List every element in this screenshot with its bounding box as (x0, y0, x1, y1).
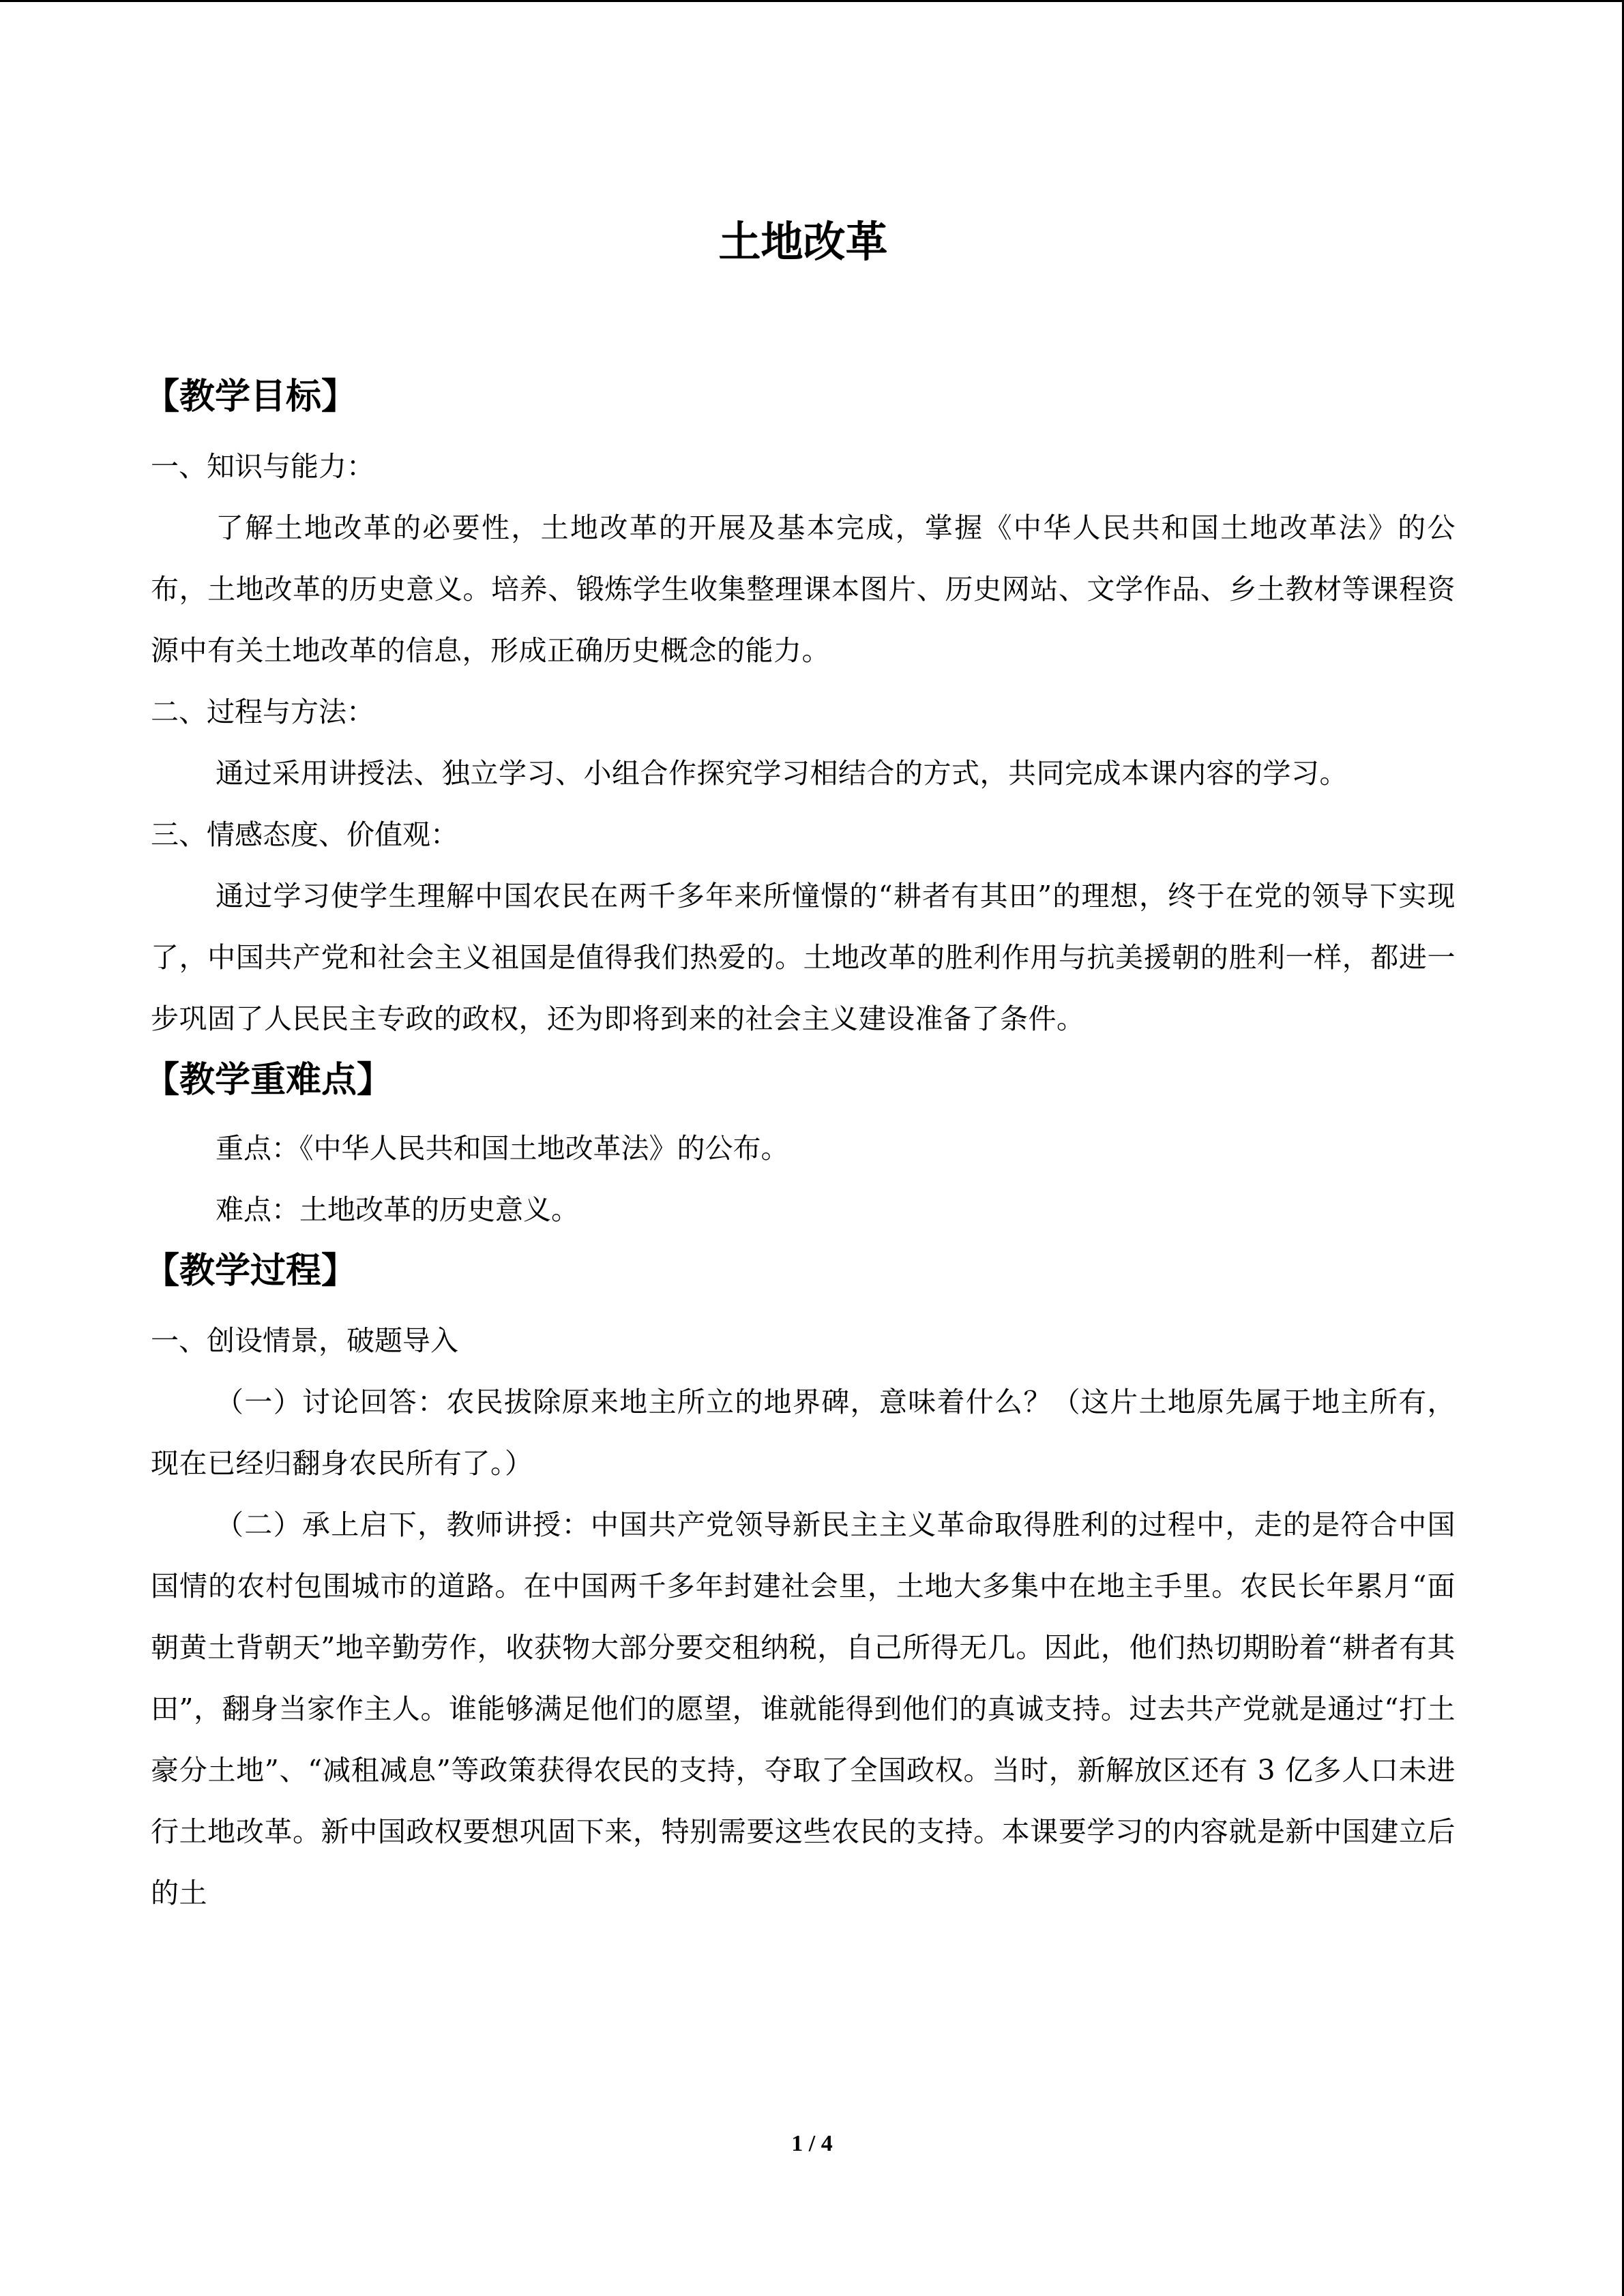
section-heading-process: 【教学过程】 (144, 1251, 357, 1292)
key-point: 重点：《中华人民共和国土地改革法》的公布。 (216, 1132, 789, 1165)
section-heading-objectives: 【教学目标】 (144, 376, 357, 417)
document-body (144, 208, 1456, 1924)
step1-lecture: （二）承上启下，教师讲授：中国共产党领导新民主主义革命取得胜利的过程中，走的是符合中国国情的农村包围城市的道路。在中国两千多年封建社会里，土地大多集中在地主手里。农民长年累月“面朝黄土背朝天”地辛勤劳作，收获物大部分要交租纳税，自己所得无几。因此，他们热切期盼着“耕者有其田”，翻身当家作主人。谁能够满足他们的愿望，谁就能得到他们的真诚支持。过去共产党就是通过“打土豪分土地”、“减租减息”等政策获得农民的支持，夺取了全国政权。当时，新解放区还有 3 亿多人口未进行土地改革。新中国政权要想巩固下来，特别需要这些农民的支持。本课要学习的内容就是新中国建立后的土 (151, 1508, 1456, 1909)
values-label: 三、情感态度、价值观： (151, 818, 458, 851)
process-method-text: 通过采用讲授法、独立学习、小组合作探究学习相结合的方式，共同完成本课内容的学习。 (216, 757, 1348, 790)
step1-discussion: （一）讨论回答：农民拔除原来地主所立的地界碑，意味着什么？（这片土地原先属于地主所有，现在已经归翻身农民所有了。） (151, 1386, 1456, 1480)
page-number: 1 / 4 (791, 2131, 833, 2156)
knowledge-ability-text: 了解土地改革的必要性，土地改革的开展及基本完成，掌握《中华人民共和国土地改革法》的公布，土地改革的历史意义。培养、锻炼学生收集整理课本图片、历史网站、文学作品、乡土教材等课程资源中有关土地改革的信息，形成正确历史概念的能力。 (151, 511, 1456, 667)
section-heading-key-points: 【教学重难点】 (144, 1060, 393, 1101)
knowledge-ability-label: 一、知识与能力： (151, 450, 374, 483)
values-text: 通过学习使学生理解中国农民在两千多年来所憧憬的“耕者有其田”的理想，终于在党的领导下实现了，中国共产党和社会主义祖国是值得我们热爱的。土地改革的胜利作用与抗美援朝的胜利一样，都进一步巩固了人民民主专政的政权，还为即将到来的社会主义建设准备了条件。 (151, 880, 1456, 1035)
step1-label: 一、创设情景，破题导入 (151, 1324, 458, 1357)
process-method-label: 二、过程与方法： (151, 696, 374, 728)
page-title: 土地改革 (718, 217, 888, 267)
difficult-point: 难点：土地改革的历史意义。 (216, 1193, 579, 1226)
